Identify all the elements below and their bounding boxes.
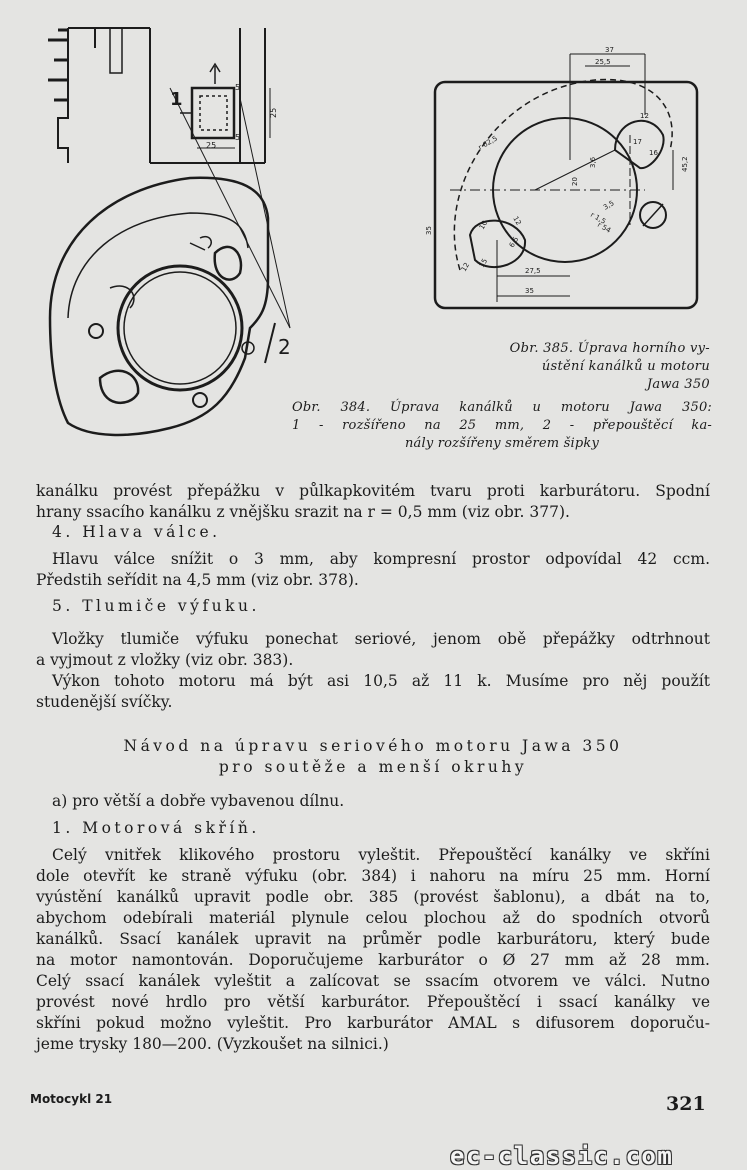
dim-35-vertical: 35 — [425, 226, 433, 235]
paragraph-line: Celý ssací kanálek vyleštit a zalícovat se ssacím otvorem ve válci. Nutno — [36, 972, 710, 990]
paragraph-line: Předstih seřídit na 4,5 mm (viz obr. 378). — [36, 571, 359, 589]
paragraph-line: jeme trysky 180—200. (Vyzkoušet na silnici.) — [36, 1035, 389, 1053]
dim-20: 20 — [571, 177, 579, 186]
dim-27-5: 27,5 — [525, 267, 541, 275]
book-title-footer: Motocykl 21 — [30, 1092, 113, 1106]
label-1: 1 — [170, 89, 183, 110]
paragraph-line: hrany ssacího kanálku z vnějšku srazit na r = 0,5 mm (viz obr. 377). — [36, 503, 570, 521]
dim-15: 15 — [477, 257, 490, 269]
dim-12-b: 12 — [511, 215, 523, 227]
dim-6-5: 6,5 — [507, 235, 521, 249]
paragraph-line: Vložky tlumiče výfuku ponechat seriové, jenom obě přepážky odtrhnout — [52, 630, 710, 648]
paragraph-line: provést nové hrdlo pro větší karburátor. Přepouštěcí i ssací kanálky ve — [36, 993, 710, 1011]
dim-r54: r 54 — [596, 220, 613, 235]
label-2: 2 — [278, 335, 291, 359]
heading-motorova-skrin: 1. Motorová skříň. — [52, 819, 260, 837]
section-subtitle: pro soutěže a menší okruhy — [218, 758, 528, 776]
paragraph-line: dole otevřít ke straně výfuku (obr. 384) i nahoru na míru 25 mm. Horní — [36, 867, 710, 885]
caption-384-line: Obr. 384. Úprava kanálků u motoru Jawa 350: — [292, 400, 712, 415]
paragraph-line: vyústění kanálků upravit podle obr. 385 (provést šablonu), a dbát na to, — [36, 888, 710, 906]
dim-12: 12 — [640, 112, 649, 120]
caption-384-line: nály rozšířeny směrem šipky — [404, 436, 600, 451]
dim-17: 17 — [633, 138, 642, 146]
caption-385-line: ústění kanálků u motoru — [541, 359, 710, 374]
dim-45-2: 45,2 — [681, 156, 689, 172]
paragraph-line: abychom odebírali materiál plynule celou plochou až do spodních otvorů — [36, 909, 710, 927]
dim-12-c: 12 — [459, 261, 472, 273]
dim-37: 37 — [605, 46, 614, 54]
subsection-a: a) pro větší a dobře vybavenou dílnu. — [52, 792, 345, 810]
heading-tlumice-vyfuku: 5. Tlumiče výfuku. — [52, 597, 260, 615]
caption-obr-385 — [420, 340, 710, 394]
paragraph-line: kanálků. Ssací kanálek upravit na průměr podle karburátoru, který bude — [36, 930, 710, 948]
paragraph-line: studenější svíčky. — [36, 693, 173, 711]
paragraph-line: kanálku provést přepážku v půlkapkovitém tvaru proti karburátoru. Spodní — [36, 482, 710, 500]
dim-5-bottom: 5 — [235, 133, 241, 142]
paragraph-line: Hlavu válce snížit o 3 mm, aby kompresní prostor odpovídal 42 ccm. — [52, 550, 710, 568]
paragraph-line: Výkon tohoto motoru má být asi 10,5 až 11 k. Musíme pro něj použít — [52, 672, 710, 690]
caption-385-line: Obr. 385. Úprava horního vy- — [509, 341, 710, 356]
caption-obr-384 — [292, 399, 712, 453]
page-number: 321 — [666, 1093, 706, 1115]
paragraph-line: na motor namontován. Doporučujeme karburátor o Ø 27 mm až 28 mm. — [36, 951, 710, 969]
caption-385-line: Jawa 350 — [646, 377, 710, 392]
dim-25-horizontal: 25 — [206, 141, 217, 150]
dim-r62-5: r 62,5 — [477, 134, 499, 152]
dim-35-horizontal: 35 — [525, 287, 534, 295]
paragraph-line: Celý vnitřek klikového prostoru vyleštit. Přepouštěcí kanálky ve skříni — [52, 846, 710, 864]
paragraph-line: a vyjmout z vložky (viz obr. 383). — [36, 651, 294, 669]
heading-hlava-valce: 4. Hlava válce. — [52, 523, 221, 541]
site-watermark: ec-classic.com — [450, 1142, 674, 1170]
dim-25-5: 25,5 — [595, 58, 611, 66]
caption-384-line: 1 - rozšířeno na 25 mm, 2 - přepouštěcí ka- — [292, 418, 712, 433]
dim-5-top: 5 — [235, 83, 241, 92]
section-title: Návod na úpravu seriového motoru Jawa 350 — [123, 737, 623, 755]
dim-3-5: 3,5 — [602, 199, 616, 212]
paragraph-line: skříni pokud možno vyleštit. Pro karburátor AMAL s difusorem doporuču- — [36, 1014, 710, 1032]
dim-25-vertical: 25 — [269, 107, 278, 118]
dim-r1-5: r 1,5 — [589, 210, 608, 226]
figure-385-drawing — [405, 40, 725, 325]
figure-384-drawing — [40, 18, 340, 458]
dim-16: 16 — [649, 149, 658, 157]
dim-10: 10 — [477, 219, 490, 231]
dim-3-6: 3,6 — [589, 156, 597, 168]
